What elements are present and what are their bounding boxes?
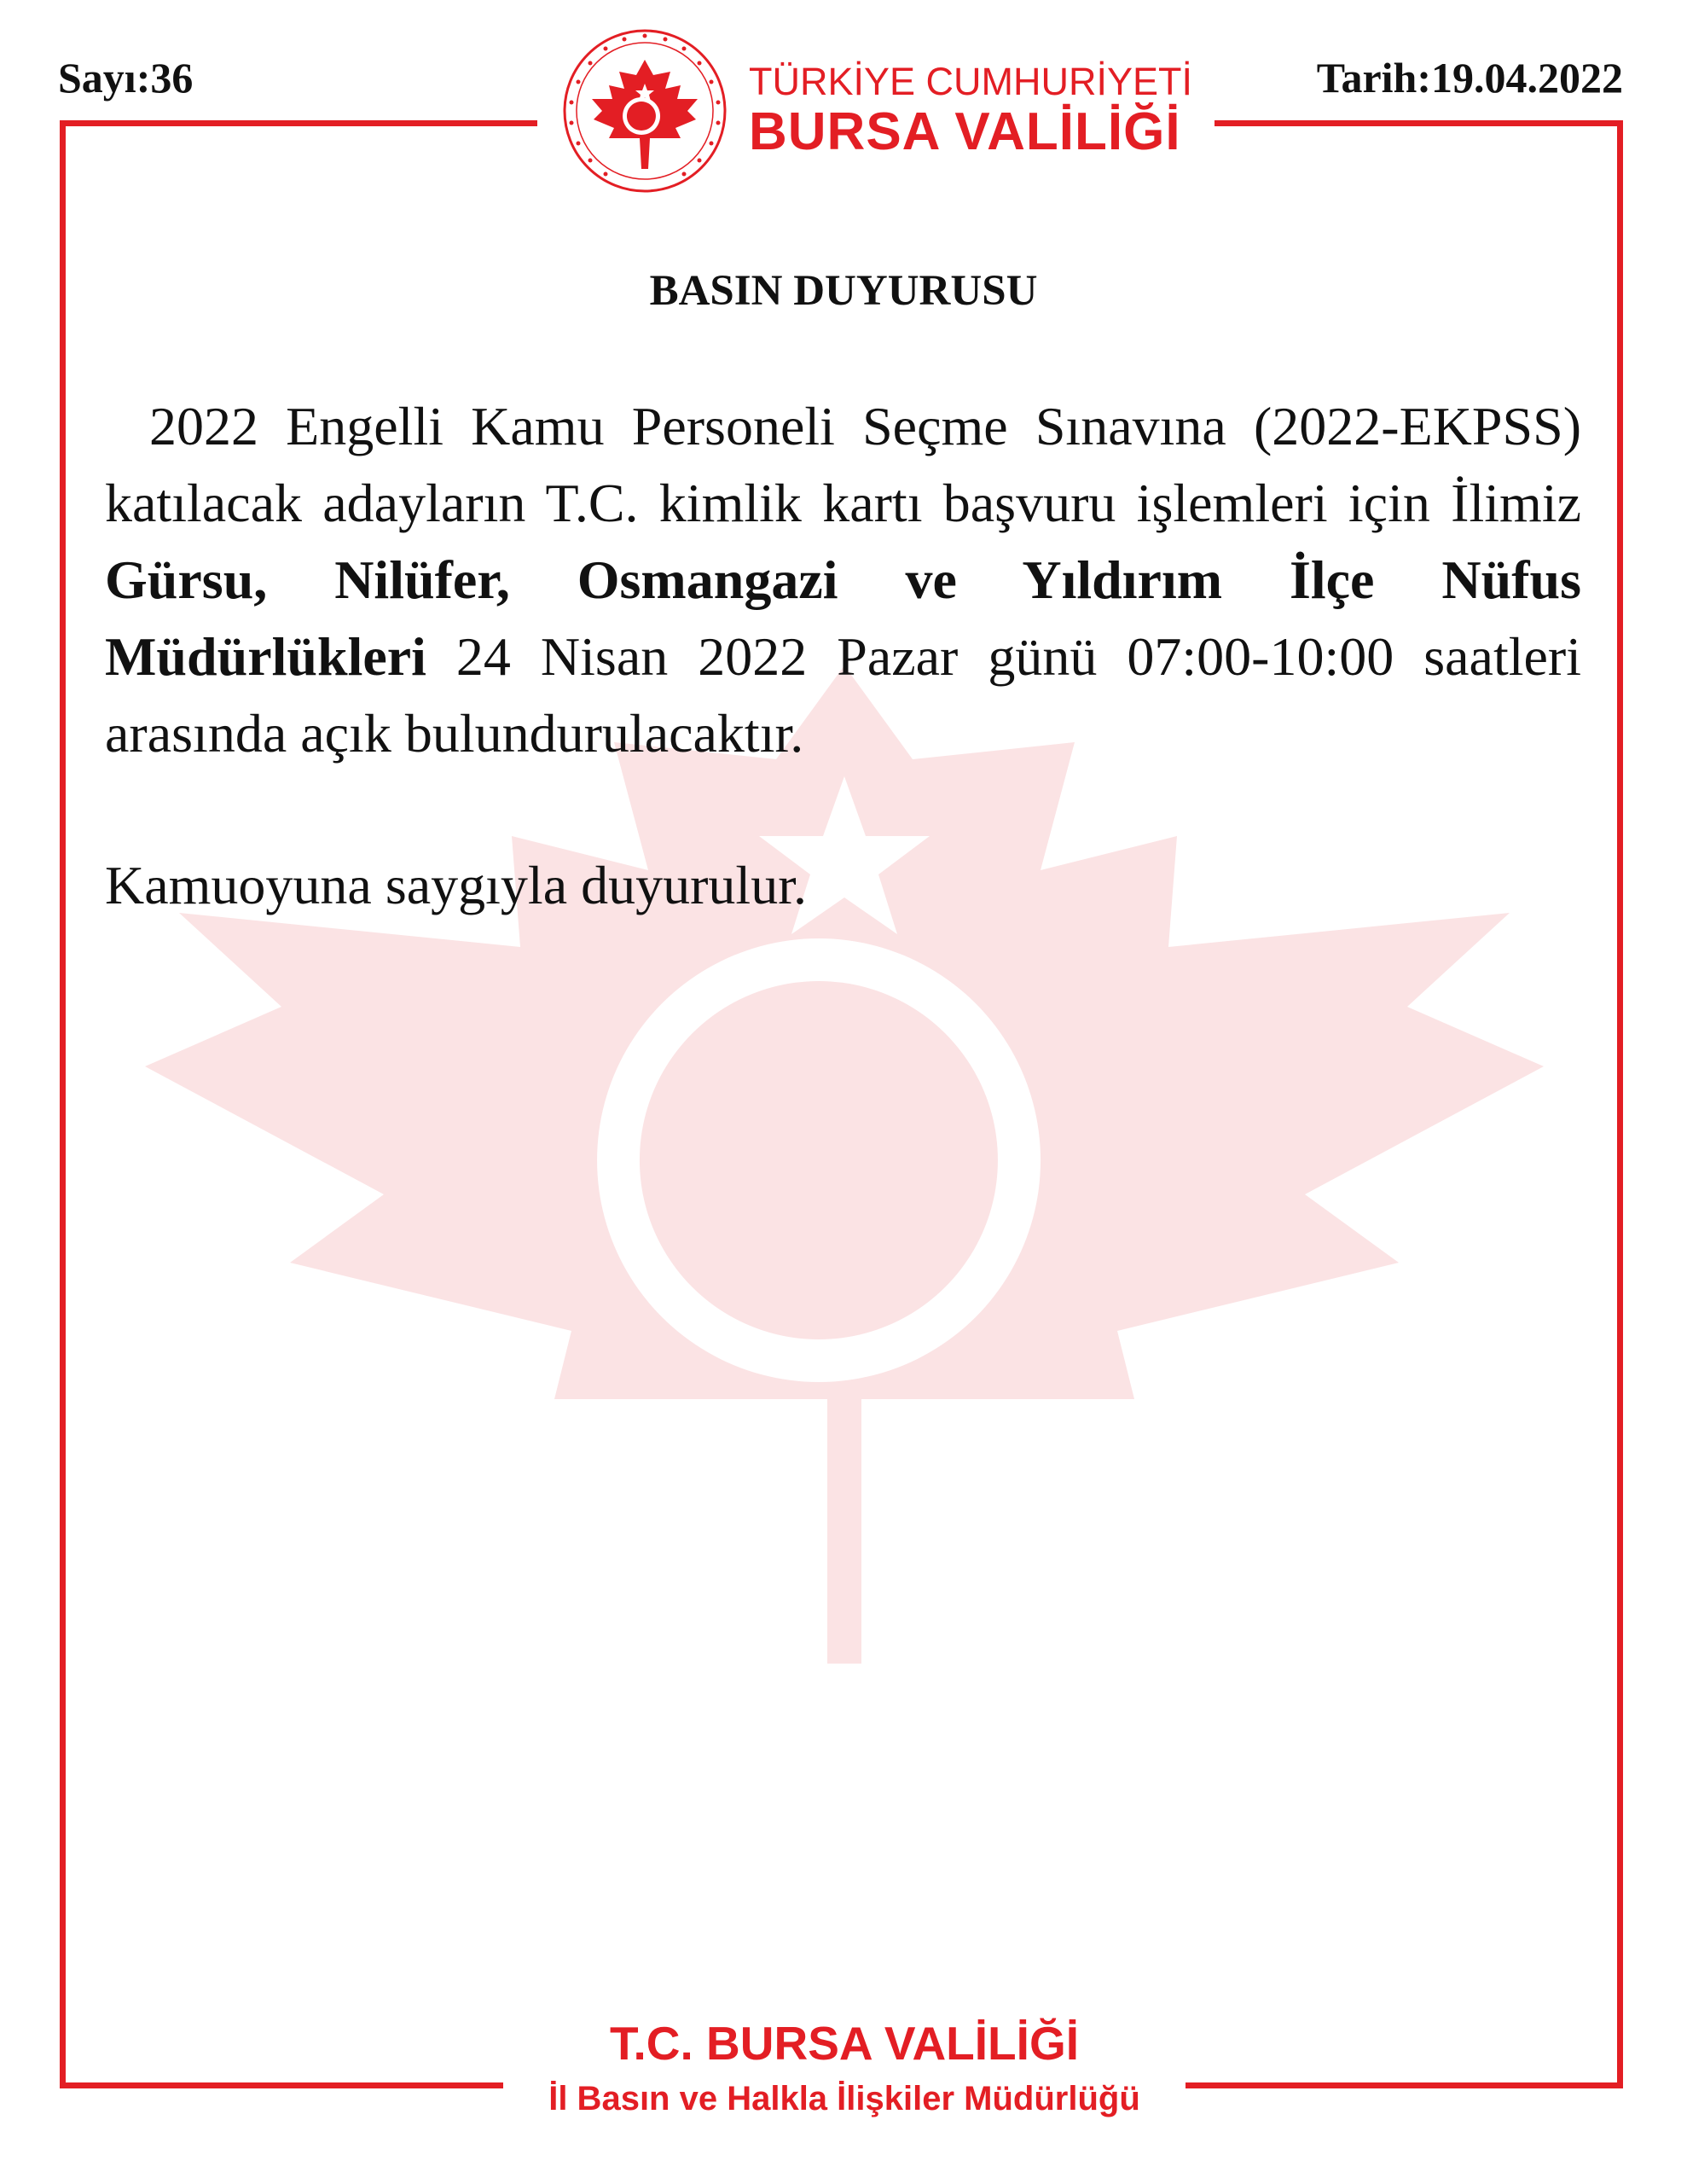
footer-governorship: T.C. BURSA VALİLİĞİ (610, 2017, 1079, 2070)
footer-signature (503, 2007, 1186, 2124)
logo-line-republic: TÜRKİYE CUMHURİYETİ (749, 60, 1193, 104)
footer-department: İl Basın ve Halkla İlişkiler Müdürlüğü (548, 2080, 1140, 2117)
logo-text (749, 61, 1192, 161)
paragraph-text-2: 24 Nisan 2022 Pazar günü 07:00-10:00 saatleri arasında açık bulundurulacaktır. (105, 626, 1581, 764)
closing-paragraph: Kamuoyuna saygıyla duyurulur. (105, 855, 807, 915)
paragraph-text-1: 2022 Engelli Kamu Personeli Seçme Sınavına (2022-EKPSS) katılacak adayların T.C. kimlik kartı başvuru işlemleri için İlimiz (105, 396, 1581, 533)
paragraph-bold-offices: Gürsu, Nilüfer, Osmangazi ve Yıldırım İlçe Nüfus Müdürlükleri (105, 549, 1581, 687)
issue-number: Sayı:36 (58, 54, 194, 102)
document-title: BASIN DUYURUSU (649, 267, 1038, 315)
document-date: Tarih:19.04.2022 (1316, 54, 1623, 102)
maple-leaf-emblem-icon (559, 26, 730, 196)
logo-line-governorship: BURSA VALİLİĞİ (749, 102, 1181, 161)
announcement-paragraph (105, 388, 1581, 772)
document-body (105, 388, 1581, 924)
governorship-logo (537, 26, 1215, 196)
